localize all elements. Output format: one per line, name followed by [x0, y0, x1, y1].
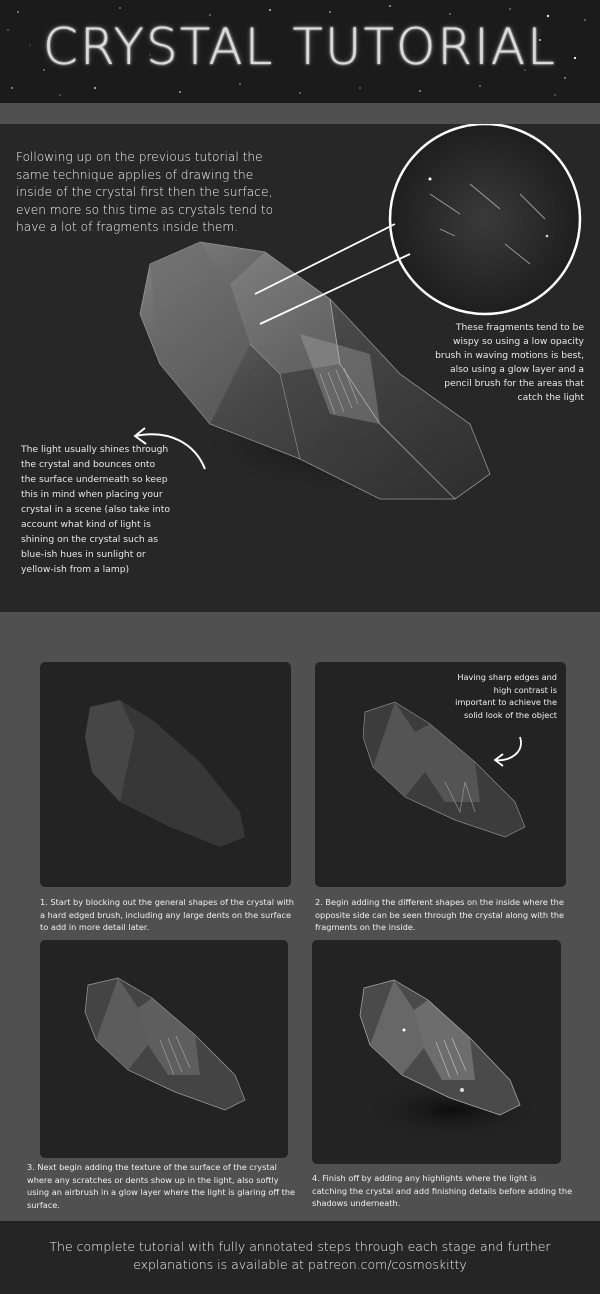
step-2-caption: 2. Begin adding the different shapes on the inside where the opposite side can be seen through the crystal along with the fragments on the inside. — [315, 897, 565, 932]
title-banner — [0, 0, 600, 103]
step-4-caption: 4. Finish off by adding any highlights where the light is catching the crystal and add finishing details before adding the shadows underneath. — [312, 1173, 573, 1208]
edges-note: Having sharp edges and high contrast is important to achieve the solid look of the object — [455, 672, 557, 720]
step-1-caption: 1. Start by blocking out the general shapes of the crystal with a hard edged brush, including any large dents on the surface to add in more detail later. — [40, 897, 294, 932]
step-4-crystal-final — [312, 940, 561, 1164]
page-title: CRYSTAL TUTORIAL — [43, 18, 557, 76]
step-3-caption: 3. Next begin adding the texture of the surface of the crystal where any scratches or dents show up in the light, also softly using an airbrush in a glow layer where the light is glaring off the surface. — [27, 1162, 296, 1210]
step-4-image — [312, 940, 561, 1164]
intro-text: Following up on the previous tutorial the same technique applies of drawing the inside of the crystal first then the surface, even more so this time as crystals tend to have a lot of fragments inside them. — [16, 150, 274, 234]
step-1-crystal-blockout — [40, 662, 291, 887]
light-note: The light usually shines through the crystal and bounces onto the surface underneath so keep this in mind when placing your crystal in a scene (also take into account what kind of light is shining on the crystal such as blue-ish hues in sunlight or yellow-ish from a lamp) — [21, 444, 170, 575]
step-3-crystal-texture — [40, 940, 288, 1158]
footer-text: The complete tutorial with fully annotated steps through each stage and further explanations is available at patreon.com/cosmoskitty — [49, 1239, 551, 1272]
step-1-image — [40, 662, 291, 887]
step-3-image — [40, 940, 288, 1158]
fragments-note: These fragments tend to be wispy so using a low opacity brush in waving motions is best, also using a glow layer and a pencil brush for the areas that catch the light — [435, 322, 584, 403]
